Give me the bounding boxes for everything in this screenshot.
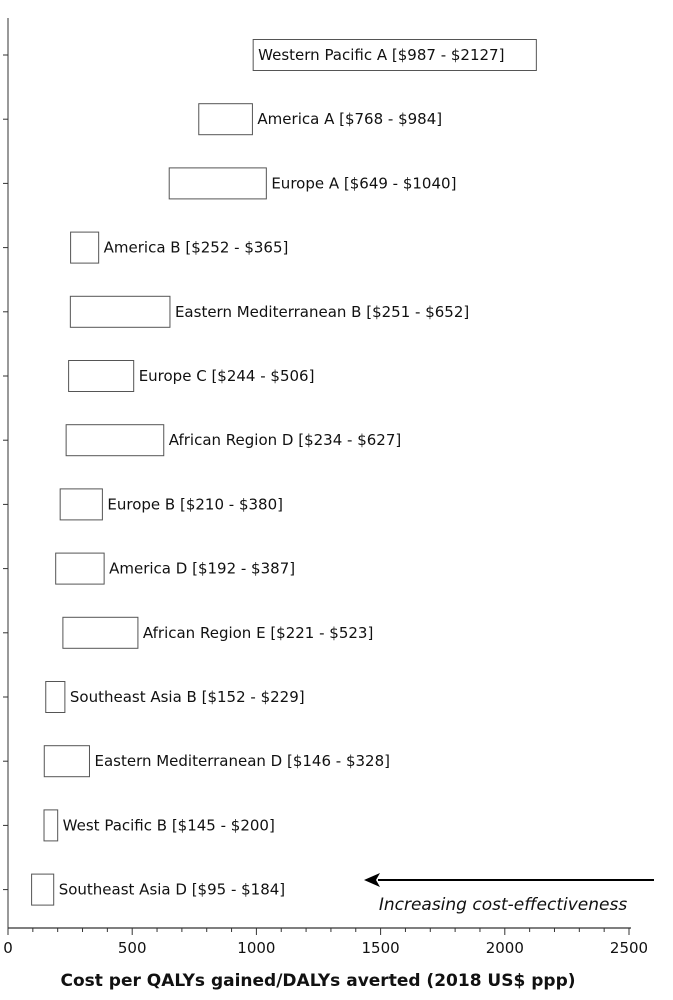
x-tick-label: 1000: [237, 939, 276, 957]
range-label: Europe B [$210 - $380]: [107, 495, 283, 514]
range-label: Eastern Mediterranean B [$251 - $652]: [174, 302, 470, 321]
x-tick-label: 0: [3, 939, 13, 957]
range-box: [169, 168, 266, 199]
range-label: African Region E [$221 - $523]: [142, 623, 374, 642]
axes: [8, 18, 631, 928]
x-tick-label: 1500: [361, 939, 400, 957]
range-label: Western Pacific A [$987 - $2127]: [258, 46, 505, 64]
arrow-head-icon: [364, 873, 380, 887]
range-box: [199, 104, 253, 135]
range-box: [44, 810, 58, 841]
range-label: America B [$252 - $365]: [103, 238, 289, 257]
range-box: [69, 361, 134, 392]
range-label: America D [$192 - $387]: [109, 559, 296, 578]
range-box: [56, 553, 104, 584]
range-box: [66, 425, 164, 456]
x-tick-label: 2000: [485, 939, 524, 957]
annotation-text: Increasing cost-effectiveness: [378, 895, 628, 915]
x-axis-title: Cost per QALYs gained/DALYs averted (2018 US$ ppp): [60, 971, 576, 991]
range-box: [63, 617, 138, 648]
range-box: [44, 746, 89, 777]
range-label: African Region D [$234 - $627]: [168, 431, 402, 450]
range-label: Europe A [$649 - $1040]: [271, 174, 457, 193]
range-box: [71, 232, 99, 263]
range-label: America A [$768 - $984]: [257, 110, 443, 129]
annotation: [364, 873, 654, 915]
x-tick-label: 500: [117, 939, 147, 957]
range-boxes: [32, 40, 537, 906]
range-label: Eastern Mediterranean D [$146 - $328]: [94, 752, 391, 771]
range-label: West Pacific B [$145 - $200]: [62, 816, 275, 835]
range-box: [60, 489, 102, 520]
range-label: Southeast Asia B [$152 - $229]: [69, 688, 305, 706]
range-box: [70, 296, 170, 327]
range-label: Southeast Asia D [$95 - $184]: [58, 880, 286, 899]
x-tick-label: 2500: [609, 939, 649, 957]
range-box: [32, 874, 54, 905]
range-box: [46, 682, 65, 713]
range-label: Europe C [$244 - $506]: [138, 367, 315, 385]
range-labels: [59, 46, 505, 899]
